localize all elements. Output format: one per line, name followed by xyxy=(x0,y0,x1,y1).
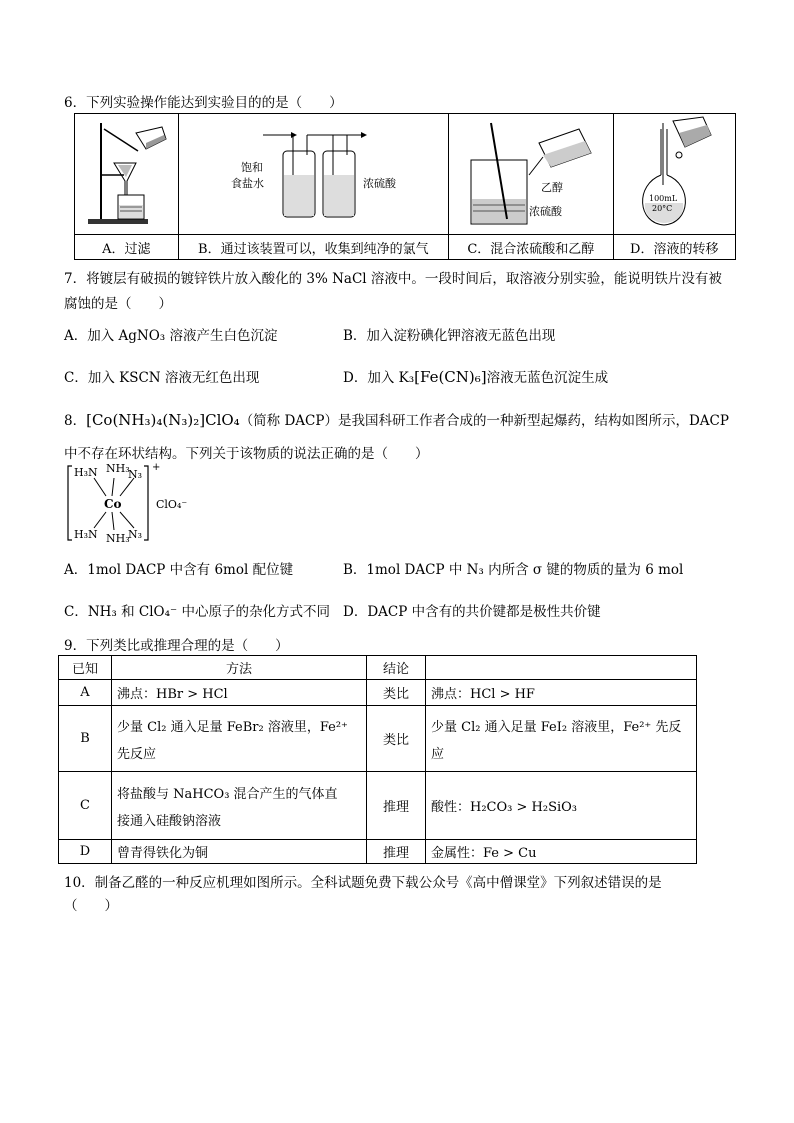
mixing-figure xyxy=(449,114,613,235)
q7-stem-line1: 7．将镀层有破损的镀锌铁片放入酸化的 3% NaCl 溶液中。一段时间后，取溶液分别实验，能说明铁片没有被 xyxy=(64,271,722,287)
filtration-figure xyxy=(75,114,179,235)
complex-charge: + xyxy=(152,462,161,473)
filtration-apparatus-icon xyxy=(76,115,176,230)
row-conclusion: 金属性：Fe > Cu xyxy=(426,840,697,864)
ligand-top-left: H₃N xyxy=(74,466,98,479)
q6-apparatus-table xyxy=(74,113,736,260)
row-known xyxy=(112,706,367,772)
q7-option-d-prefix: D．加入 K₃ xyxy=(343,370,415,386)
counter-anion: ClO₄⁻ xyxy=(156,498,188,511)
flask-label-2: 20°C xyxy=(652,203,673,213)
right-bottle-label: 浓硫酸 xyxy=(363,176,397,190)
option-d-label: D．溶液的转移 xyxy=(613,235,735,260)
q8-stem-line2: 中不存在环状结构。下列关于该物质的说法正确的是（ ） xyxy=(64,446,429,462)
ligand-bottom-left: H₃N xyxy=(74,528,98,541)
option-c-label: C．混合浓硫酸和乙醇 xyxy=(449,235,613,260)
row-key: B xyxy=(59,706,112,772)
left-bottle-label-2: 食盐水 xyxy=(231,176,265,190)
row-known-line2: 先反应 xyxy=(117,746,157,762)
q8-option-c: C．NH₃ 和 ClO₄⁻ 中心原子的杂化方式不同 xyxy=(64,604,330,620)
table-row xyxy=(59,840,697,864)
row-method: 类比 xyxy=(367,680,426,706)
q10-stem-line2: （ ） xyxy=(64,898,118,914)
central-atom: Co xyxy=(104,497,122,511)
q9-table xyxy=(58,655,697,864)
q7-option-d-suffix: 溶液无蓝色沉淀生成 xyxy=(486,370,609,386)
q8-option-d: D．DACP 中含有的共价键都是极性共价键 xyxy=(343,604,601,620)
flask-label-1: 100mL xyxy=(649,193,678,203)
row-known: 曾青得铁化为铜 xyxy=(112,840,367,864)
row-method: 类比 xyxy=(367,706,426,772)
header-conclusion: 结论 xyxy=(367,656,426,680)
dacp-structure-diagram xyxy=(64,460,194,550)
q7-option-d-bracket: [Fe(CN)₆] xyxy=(414,368,487,386)
q7-option-c: C．加入 KSCN 溶液无红色出现 xyxy=(64,370,260,386)
row-known-line1: 将盐酸与 NaHCO₃ 混合产生的气体直 xyxy=(117,786,338,802)
row-known xyxy=(112,772,367,840)
row-key: A xyxy=(59,680,112,706)
bottom-liquid-label: 浓硫酸 xyxy=(528,204,562,218)
q7-option-b: B．加入淀粉碘化钾溶液无蓝色出现 xyxy=(343,328,556,344)
q7-option-d xyxy=(343,366,608,386)
row-key: D xyxy=(59,840,112,864)
table-row xyxy=(59,772,697,840)
gas-washing-figure xyxy=(178,114,449,235)
row-conclusion-line1: 少量 Cl₂ 通入足量 FeI₂ 溶液里，Fe²⁺ 先反 xyxy=(431,719,682,735)
q8-stem-rest: （简称 DACP）是我国科研工作者合成的一种新型起爆药，结构如图所示，DACP xyxy=(239,413,729,429)
q7-stem-line2: 腐蚀的是（ ） xyxy=(64,296,172,312)
row-method: 推理 xyxy=(367,772,426,840)
header-method: 方法 xyxy=(112,656,367,680)
q9-stem: 9．下列类比或推理合理的是（ ） xyxy=(64,638,289,654)
ligand-bottom-right: N₃ xyxy=(128,528,143,541)
row-method: 推理 xyxy=(367,840,426,864)
q7-option-a: A．加入 AgNO₃ 溶液产生白色沉淀 xyxy=(64,328,278,344)
row-conclusion: 酸性：H₂CO₃ > H₂SiO₃ xyxy=(426,772,697,840)
row-conclusion: 沸点：HCl > HF xyxy=(426,680,697,706)
top-liquid-label: 乙醇 xyxy=(540,180,563,194)
row-key: C xyxy=(59,772,112,840)
option-a-label: A．过滤 xyxy=(75,235,179,260)
row-conclusion xyxy=(426,706,697,772)
q8-option-a: A．1mol DACP 中含有 6mol 配位键 xyxy=(64,562,294,578)
table-row xyxy=(59,706,697,772)
option-b-label: B．通过该装置可以，收集到纯净的氯气 xyxy=(178,235,449,260)
header-known-label: 已知 xyxy=(59,656,112,680)
beaker-mixing-icon xyxy=(451,115,611,230)
header-empty xyxy=(426,656,697,680)
row-known-line2: 接通入硅酸钠溶液 xyxy=(117,813,222,829)
left-bottle-label-1: 饱和 xyxy=(241,160,264,174)
row-known: 沸点：HBr > HCl xyxy=(112,680,367,706)
q6-stem: 6．下列实验操作能达到实验目的的是（ ） xyxy=(64,95,343,111)
q8-prefix: 8． xyxy=(64,413,87,429)
q8-formula: [Co(NH₃)₄(N₃)₂]ClO₄ xyxy=(86,411,240,429)
ligand-top-right: N₃ xyxy=(128,468,143,481)
row-conclusion-line2: 应 xyxy=(431,746,445,762)
gas-washing-bottles-icon xyxy=(183,115,443,230)
ligand-bottom-middle: NH₃ xyxy=(106,532,130,545)
transfer-figure xyxy=(613,114,735,235)
q8-stem-line1 xyxy=(64,409,729,429)
volumetric-flask-icon xyxy=(615,115,733,230)
q8-option-b: B．1mol DACP 中 N₃ 内所含 σ 键的物质的量为 6 mol xyxy=(343,562,684,578)
table-row xyxy=(59,680,697,706)
ligand-top-middle: NH₃ xyxy=(106,462,130,475)
q10-stem-line1: 10．制备乙醛的一种反应机理如图所示。全科试题免费下载公众号《高中僧课堂》下列叙述错误的是 xyxy=(64,875,662,891)
row-known-line1: 少量 Cl₂ 通入足量 FeBr₂ 溶液里，Fe²⁺ xyxy=(117,719,348,735)
